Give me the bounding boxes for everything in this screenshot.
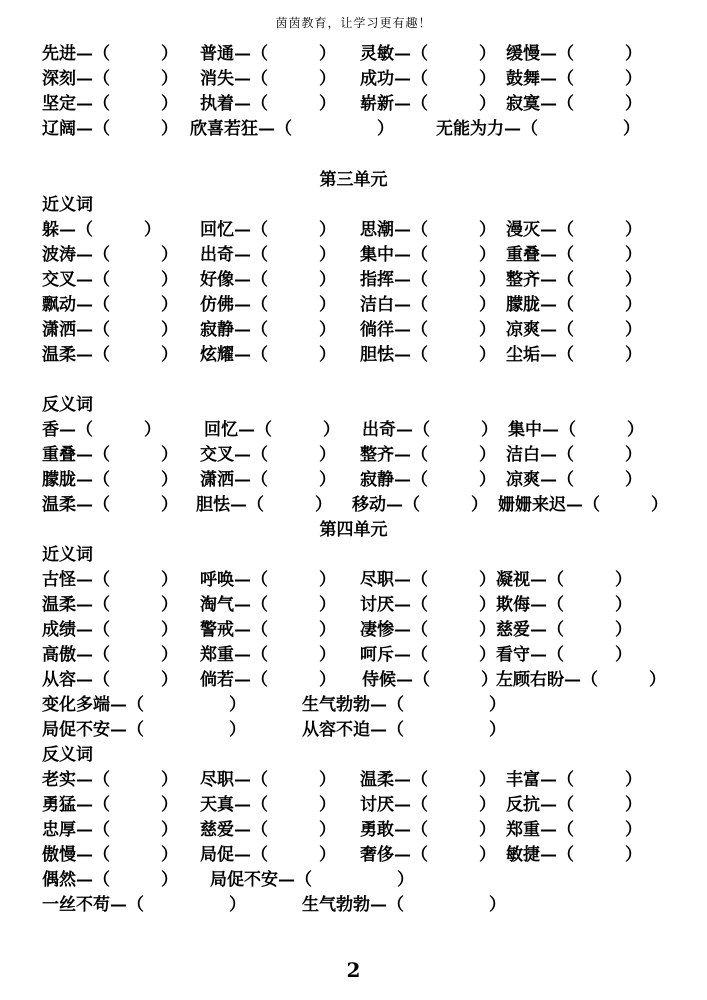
word-item: 成绩—（ ） bbox=[42, 620, 178, 640]
worksheet-line bbox=[0, 193, 707, 218]
worksheet-line bbox=[0, 443, 707, 468]
worksheet-line bbox=[0, 268, 707, 293]
word-item: 敏捷—（ ） bbox=[506, 845, 642, 865]
word-item: 凄惨—（ ） bbox=[360, 620, 496, 640]
word-item: 淘气—（ ） bbox=[200, 595, 336, 615]
worksheet-line bbox=[0, 468, 707, 493]
word-item: 潇洒—（ ） bbox=[42, 320, 178, 340]
word-item: 局促—（ ） bbox=[200, 845, 336, 865]
word-item: 反抗—（ ） bbox=[506, 795, 642, 815]
word-item: 天真—（ ） bbox=[200, 795, 336, 815]
worksheet-line bbox=[0, 393, 707, 418]
word-item: 寂寞—（ ） bbox=[506, 94, 642, 114]
worksheet-line bbox=[0, 568, 707, 593]
word-item: 消失—（ ） bbox=[200, 69, 336, 89]
worksheet-line bbox=[0, 293, 707, 318]
word-item: 高傲—（ ） bbox=[42, 645, 178, 665]
word-item: 成功—（ ） bbox=[360, 69, 496, 89]
word-item: 执着—（ ） bbox=[200, 94, 336, 114]
word-item: 香—（ ） bbox=[42, 420, 161, 440]
worksheet-line bbox=[0, 843, 707, 868]
word-item: 讨厌—（ ） bbox=[360, 795, 496, 815]
worksheet-line bbox=[0, 243, 707, 268]
worksheet-line bbox=[0, 618, 707, 643]
worksheet-line bbox=[0, 718, 707, 743]
word-item: 漫灭—（ ） bbox=[506, 220, 642, 240]
worksheet-line bbox=[0, 418, 707, 443]
word-item: 尽职—（ ） bbox=[200, 770, 336, 790]
word-item: 慈爱—（ ） bbox=[496, 620, 632, 640]
word-item: 出奇—（ ） bbox=[362, 420, 498, 440]
word-item: 朦胧—（ ） bbox=[42, 470, 178, 490]
section-heading: 第四单元 bbox=[319, 520, 388, 540]
word-item: 左顾右盼—（ ） bbox=[496, 670, 666, 690]
word-item: 郑重—（ ） bbox=[506, 820, 642, 840]
word-item: 尽职—（ ） bbox=[360, 570, 496, 590]
worksheet-line bbox=[0, 868, 707, 893]
word-item: 尘垢—（ ） bbox=[506, 345, 642, 365]
word-item: 仿佛—（ ） bbox=[200, 295, 336, 315]
word-item: 洁白—（ ） bbox=[360, 295, 496, 315]
page-number: 2 bbox=[346, 958, 361, 982]
word-item: 洁白—（ ） bbox=[506, 445, 642, 465]
word-item: 古怪—（ ） bbox=[42, 570, 178, 590]
word-item: 无能为力—（ ） bbox=[436, 119, 640, 139]
word-item: 重叠—（ ） bbox=[42, 445, 178, 465]
worksheet-line bbox=[0, 67, 707, 92]
word-item: 移动—（ ） bbox=[352, 495, 488, 515]
word-item: 潇洒—（ ） bbox=[200, 470, 336, 490]
word-item: 侍候—（ ） bbox=[362, 670, 498, 690]
word-item: 炫耀—（ ） bbox=[200, 345, 336, 365]
word-item: 集中—（ ） bbox=[508, 420, 644, 440]
section-heading-line bbox=[0, 518, 707, 543]
word-item: 偶然—（ ） bbox=[42, 870, 178, 890]
worksheet-line bbox=[0, 218, 707, 243]
page-header: 茵茵教育，让学习更有趣！ bbox=[275, 16, 432, 30]
word-item: 辽阔—（ ） bbox=[42, 119, 178, 139]
word-item: 傲慢—（ ） bbox=[42, 845, 178, 865]
worksheet-line bbox=[0, 743, 707, 768]
worksheet-line bbox=[0, 117, 707, 142]
word-item: 奢侈—（ ） bbox=[360, 845, 496, 865]
worksheet-line bbox=[0, 543, 707, 568]
word-item: 普通—（ ） bbox=[200, 44, 336, 64]
word-item: 凉爽—（ ） bbox=[506, 470, 642, 490]
word-item: 变化多端—（ ） bbox=[42, 695, 246, 715]
word-item: 集中—（ ） bbox=[360, 245, 496, 265]
word-item: 思潮—（ ） bbox=[360, 220, 496, 240]
worksheet-line bbox=[0, 493, 707, 518]
worksheet-line bbox=[0, 668, 707, 693]
word-item: 交叉—（ ） bbox=[42, 270, 178, 290]
word-item: 老实—（ ） bbox=[42, 770, 178, 790]
word-item: 呼唤—（ ） bbox=[200, 570, 336, 590]
word-item: 飘动—（ ） bbox=[42, 295, 178, 315]
word-item: 温柔—（ ） bbox=[42, 595, 178, 615]
word-item: 近义词 bbox=[42, 545, 93, 565]
word-item: 讨厌—（ ） bbox=[360, 595, 496, 615]
word-item: 胆怯—（ ） bbox=[360, 345, 496, 365]
word-item: 丰富—（ ） bbox=[506, 770, 642, 790]
word-item: 倘若—（ ） bbox=[200, 670, 336, 690]
word-item: 警戒—（ ） bbox=[200, 620, 336, 640]
word-item: 生气勃勃—（ ） bbox=[302, 695, 506, 715]
word-item: 欣喜若狂—（ ） bbox=[190, 119, 394, 139]
worksheet-line bbox=[0, 318, 707, 343]
word-item: 先进—（ ） bbox=[42, 44, 178, 64]
word-item: 慈爱—（ ） bbox=[200, 820, 336, 840]
word-item: 波涛—（ ） bbox=[42, 245, 178, 265]
word-item: 出奇—（ ） bbox=[200, 245, 336, 265]
word-item: 交叉—（ ） bbox=[200, 445, 336, 465]
word-item: 局促不安—（ ） bbox=[210, 870, 414, 890]
word-item: 呵斥—（ ） bbox=[360, 645, 496, 665]
word-item: 寂静—（ ） bbox=[200, 320, 336, 340]
word-item: 躲—（ ） bbox=[42, 220, 161, 240]
worksheet-line bbox=[0, 593, 707, 618]
word-item: 勇猛—（ ） bbox=[42, 795, 178, 815]
word-item: 反义词 bbox=[42, 745, 93, 765]
word-item: 坚定—（ ） bbox=[42, 94, 178, 114]
worksheet-line bbox=[0, 343, 707, 368]
word-item: 胆怯—（ ） bbox=[196, 495, 332, 515]
word-item: 一丝不苟—（ ） bbox=[42, 895, 246, 915]
worksheet-line bbox=[0, 818, 707, 843]
worksheet-line bbox=[0, 793, 707, 818]
word-item: 灵敏—（ ） bbox=[360, 44, 496, 64]
worksheet-line bbox=[0, 768, 707, 793]
word-item: 姗姗来迟—（ ） bbox=[498, 495, 668, 515]
word-item: 崭新—（ ） bbox=[360, 94, 496, 114]
word-item: 生气勃勃—（ ） bbox=[302, 895, 506, 915]
word-item: 温柔—（ ） bbox=[360, 770, 496, 790]
section-heading: 第三单元 bbox=[319, 170, 388, 190]
word-item: 反义词 bbox=[42, 395, 93, 415]
word-item: 深刻—（ ） bbox=[42, 69, 178, 89]
word-item: 鼓舞—（ ） bbox=[506, 69, 642, 89]
section-heading-line bbox=[0, 168, 707, 193]
word-item: 徜徉—（ ） bbox=[360, 320, 496, 340]
worksheet-line bbox=[0, 893, 707, 918]
word-item: 凉爽—（ ） bbox=[506, 320, 642, 340]
worksheet-line bbox=[0, 42, 707, 67]
worksheet-line bbox=[0, 92, 707, 117]
word-item: 整齐—（ ） bbox=[506, 270, 642, 290]
word-item: 指挥—（ ） bbox=[360, 270, 496, 290]
word-item: 缓慢—（ ） bbox=[506, 44, 642, 64]
worksheet-line bbox=[0, 643, 707, 668]
word-item: 温柔—（ ） bbox=[42, 495, 178, 515]
word-item: 回忆—（ ） bbox=[204, 420, 340, 440]
word-item: 寂静—（ ） bbox=[360, 470, 496, 490]
word-item: 凝视—（ ） bbox=[496, 570, 632, 590]
word-item: 温柔—（ ） bbox=[42, 345, 178, 365]
word-item: 朦胧—（ ） bbox=[506, 295, 642, 315]
word-item: 郑重—（ ） bbox=[200, 645, 336, 665]
word-item: 看守—（ ） bbox=[496, 645, 632, 665]
word-item: 从容不迫—（ ） bbox=[302, 720, 506, 740]
word-item: 忠厚—（ ） bbox=[42, 820, 178, 840]
word-item: 好像—（ ） bbox=[200, 270, 336, 290]
worksheet-line bbox=[0, 693, 707, 718]
word-item: 整齐—（ ） bbox=[360, 445, 496, 465]
word-item: 局促不安—（ ） bbox=[42, 720, 246, 740]
word-item: 欺侮—（ ） bbox=[496, 595, 632, 615]
word-item: 回忆—（ ） bbox=[200, 220, 336, 240]
word-item: 从容—（ ） bbox=[42, 670, 178, 690]
word-item: 勇敢—（ ） bbox=[360, 820, 496, 840]
word-item: 近义词 bbox=[42, 195, 93, 215]
word-item: 重叠—（ ） bbox=[506, 245, 642, 265]
